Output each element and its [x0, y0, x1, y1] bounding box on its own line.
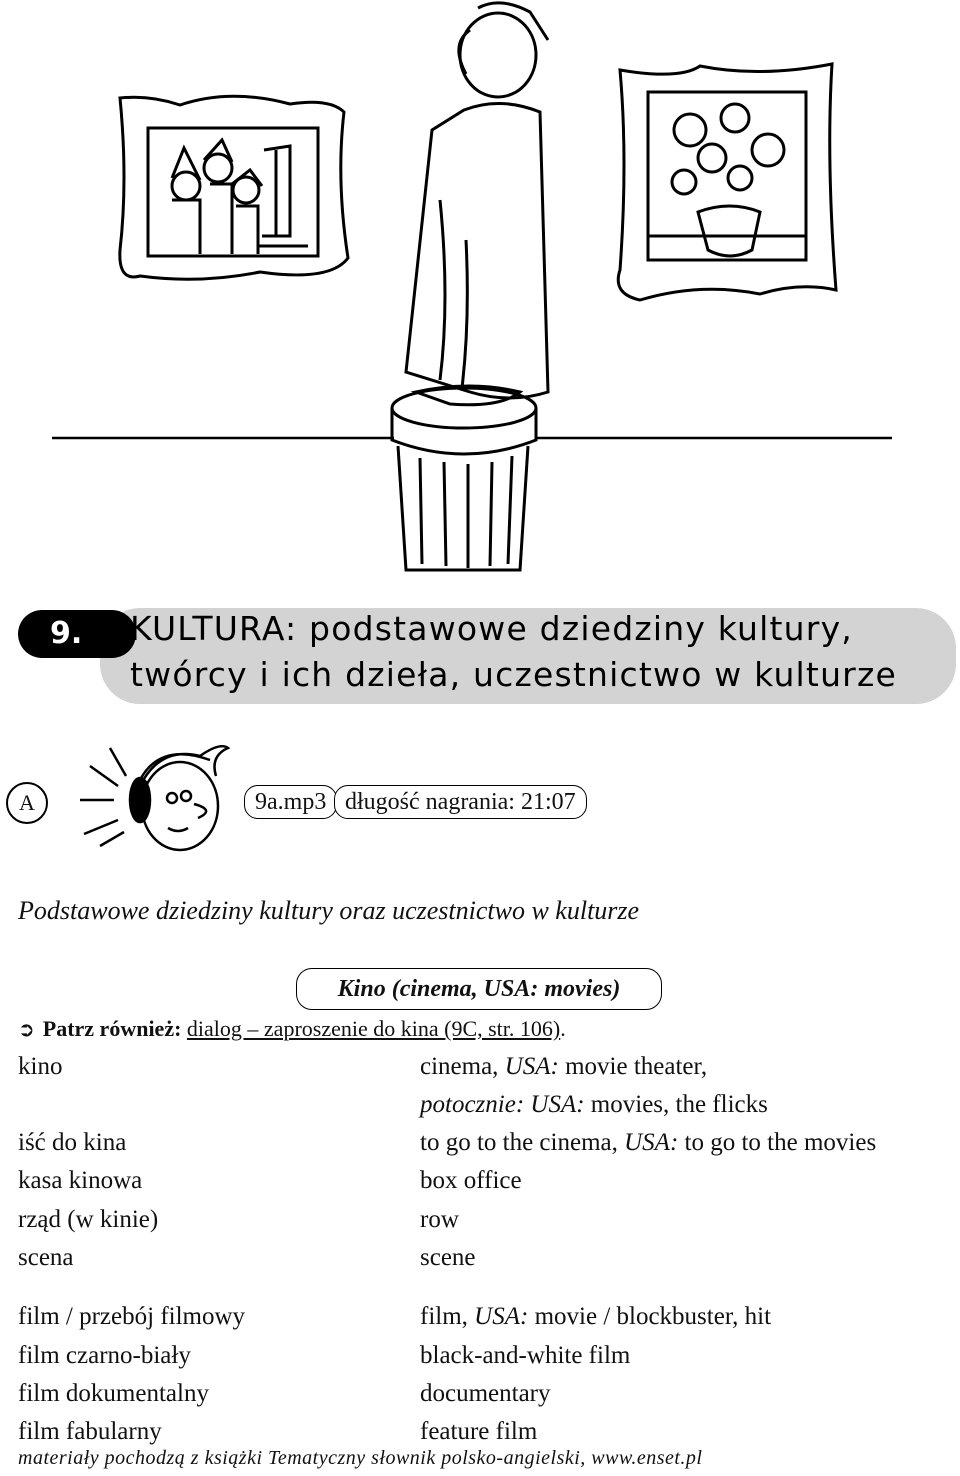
audio-length-badge: długość nagrania: 21:07 — [334, 785, 587, 819]
vocabulary-polish: film / przebój filmowy — [18, 1303, 246, 1330]
vocabulary-english-part: movies, the flicks — [584, 1091, 768, 1118]
vocabulary-polish: film czarno-biały — [18, 1342, 191, 1369]
vocabulary-english-part: documentary — [420, 1380, 551, 1407]
section-letter: A — [6, 782, 48, 824]
see-also-lead: Patrz również: — [42, 1016, 182, 1041]
vocabulary-polish: scena — [18, 1244, 74, 1271]
vocabulary-english-part: potocznie: — [420, 1091, 525, 1118]
vocabulary-english — [420, 1378, 551, 1410]
vocabulary-english-part: USA: — [624, 1129, 679, 1156]
vocabulary-english-part: row — [420, 1206, 459, 1233]
vocabulary-polish: iść do kina — [18, 1129, 127, 1156]
section-subtitle: Podstawowe dziedziny kultury oraz uczestnictwo w kulturze — [18, 896, 640, 925]
see-also-tail: . — [560, 1016, 566, 1041]
vocabulary-english — [420, 1301, 771, 1333]
vocabulary-polish: kino — [18, 1053, 63, 1080]
vocabulary-english — [420, 1242, 476, 1274]
vocabulary-english — [420, 1416, 537, 1448]
vocabulary-english-part: cinema, — [420, 1053, 505, 1080]
vocabulary-english — [420, 1165, 522, 1197]
vocabulary-english-part: USA: — [474, 1303, 529, 1330]
vocabulary-english-part: box office — [420, 1167, 522, 1194]
topic-title: Kino (cinema, USA: movies) — [296, 968, 662, 1010]
vocabulary-english — [420, 1127, 876, 1159]
vocabulary-english-part: to go to the cinema, — [420, 1129, 625, 1156]
vocabulary-english-part: film, — [420, 1303, 475, 1330]
vocabulary-english — [420, 1089, 768, 1121]
vocabulary-english-part: feature film — [420, 1418, 538, 1445]
vocabulary-english-part: movie / blockbuster, hit — [528, 1303, 772, 1330]
chapter-title-line-1: KULTURA: podstawowe dziedziny kultury, — [130, 609, 853, 648]
chapter-title — [130, 606, 950, 698]
vocabulary-english-part: USA: — [530, 1091, 585, 1118]
arrow-right-icon: ➲ — [18, 1017, 35, 1041]
vocabulary-english — [420, 1204, 459, 1236]
vocabulary-english-part: scene — [420, 1244, 476, 1271]
vocabulary-english — [420, 1051, 707, 1083]
see-also — [18, 1014, 566, 1044]
chapter-number: 9. — [18, 610, 136, 658]
audio-file-badge[interactable]: 9a.mp3 — [244, 785, 337, 819]
gallery-illustration — [0, 0, 960, 580]
vocabulary-english — [420, 1340, 630, 1372]
vocabulary-english-part: black-and-white film — [420, 1342, 631, 1369]
vocabulary-polish: rząd (w kinie) — [18, 1206, 159, 1233]
vocabulary-polish: kasa kinowa — [18, 1167, 143, 1194]
vocabulary-polish: film fabularny — [18, 1418, 162, 1445]
footer-credit: materiały pochodzą z książki Tematyczny słownik polsko-angielski, www.enset.pl — [18, 1447, 703, 1469]
vocabulary-english-part: USA: — [504, 1053, 559, 1080]
chapter-title-line-2: twórcy i ich dzieła, uczestnictwo w kulturze — [130, 655, 897, 694]
see-also-link[interactable]: dialog – zaproszenie do kina (9C, str. 106) — [186, 1016, 561, 1041]
vocabulary-polish: film dokumentalny — [18, 1380, 209, 1407]
vocabulary-english-part: to go to the movies — [678, 1129, 877, 1156]
headphones-character-icon — [60, 736, 240, 866]
vocabulary-english-part: movie theater, — [558, 1053, 708, 1080]
chapter-heading — [18, 604, 956, 708]
